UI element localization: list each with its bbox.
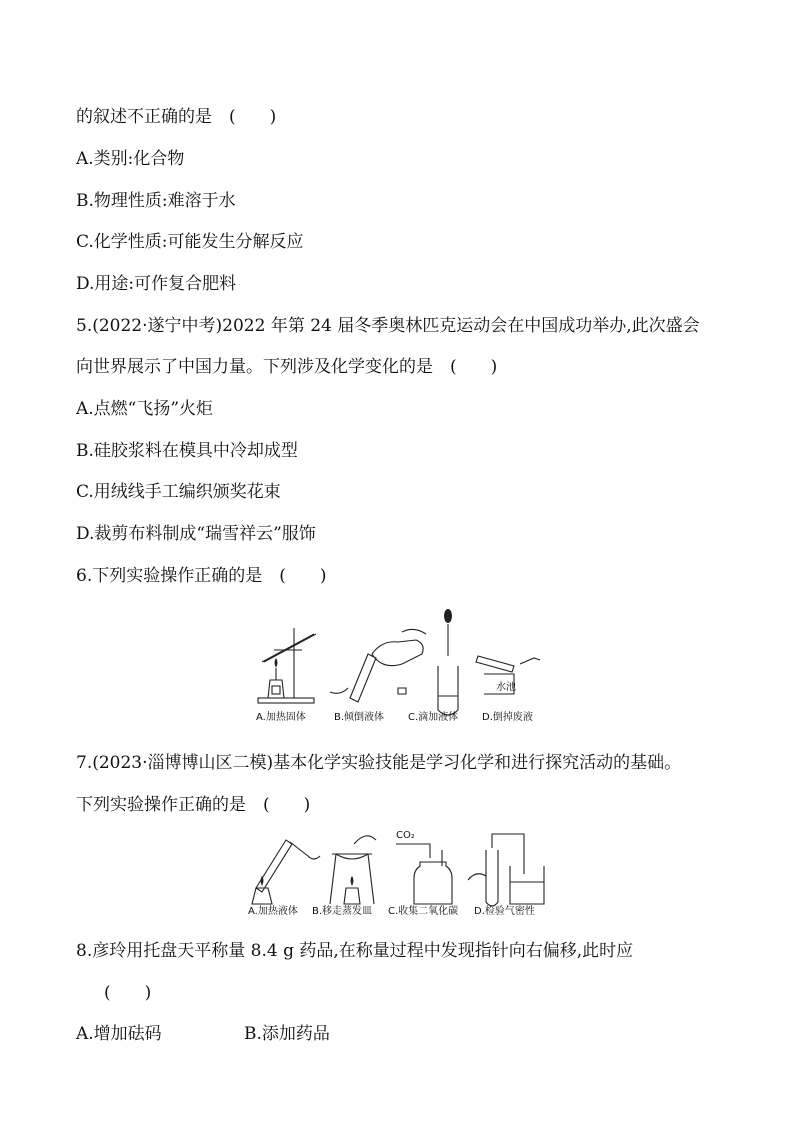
q6-figure (252, 602, 547, 724)
q5-stem-line1: 5.(2022·遂宁中考)2022 年第 24 届冬季奥林匹克运动会在中国成功举办,此次盛会 (76, 316, 700, 336)
discarding-waste-illustration (476, 656, 540, 694)
q7-caption-b: B.移走蒸发皿 (312, 906, 373, 917)
q8-answer-blank: ( ) (104, 983, 152, 1003)
q6-stem: 6.下列实验操作正确的是 ( ) (76, 566, 327, 586)
heating-liquid-illustration (252, 840, 320, 904)
evaporating-dish-illustration (330, 836, 376, 904)
q8-option-a: A.增加砝码 (76, 1024, 162, 1044)
heating-solid-illustration (258, 628, 316, 703)
collecting-co2-illustration (396, 830, 452, 904)
q8-option-b: B.添加药品 (244, 1024, 330, 1044)
q4-stem-continuation: 的叙述不正确的是 ( ) (76, 107, 277, 127)
q4-option-c: C.化学性质:可能发生分解反应 (76, 232, 304, 252)
co2-label: CO₂ (396, 830, 415, 841)
q5-option-b: B.硅胶浆料在模具中冷却成型 (76, 441, 298, 461)
airtightness-illustration (468, 834, 544, 906)
q4-option-b: B.物理性质:难溶于水 (76, 191, 236, 211)
sink-label: 水池 (496, 682, 516, 693)
q5-stem-line2: 向世界展示了中国力量。下列涉及化学变化的是 ( ) (76, 357, 498, 377)
q4-option-a: A.类别:化合物 (76, 149, 185, 169)
q5-option-a: A.点燃“飞扬”火炬 (76, 399, 214, 419)
q5-option-c: C.用绒线手工编织颁奖花束 (76, 482, 281, 502)
q4-option-d: D.用途:可作复合肥料 (76, 274, 237, 294)
q7-caption-d: D.检验气密性 (474, 906, 535, 917)
q6-caption-c: C.滴加液体 (408, 712, 459, 723)
q7-caption-c: C.收集二氧化碳 (388, 906, 459, 917)
q8-stem: 8.彦玲用托盘天平称量 8.4 g 药品,在称量过程中发现指针向右偏移,此时应 (76, 941, 634, 961)
q7-stem-line1: 7.(2023·淄博博山区二模)基本化学实验技能是学习化学和进行探究活动的基础。 (76, 753, 682, 773)
dropping-liquid-illustration (438, 609, 458, 715)
pouring-liquid-illustration (330, 629, 426, 702)
q6-caption-b: B.倾倒液体 (334, 712, 385, 723)
q7-caption-a: A.加热液体 (248, 906, 298, 917)
q6-caption-d: D.倒掉废液 (482, 712, 533, 723)
q5-option-d: D.裁剪布料制成“瑞雪祥云”服饰 (76, 524, 316, 544)
q7-stem-line2: 下列实验操作正确的是 ( ) (76, 795, 311, 815)
q6-caption-a: A.加热固体 (256, 712, 306, 723)
q7-figure (246, 826, 551, 918)
